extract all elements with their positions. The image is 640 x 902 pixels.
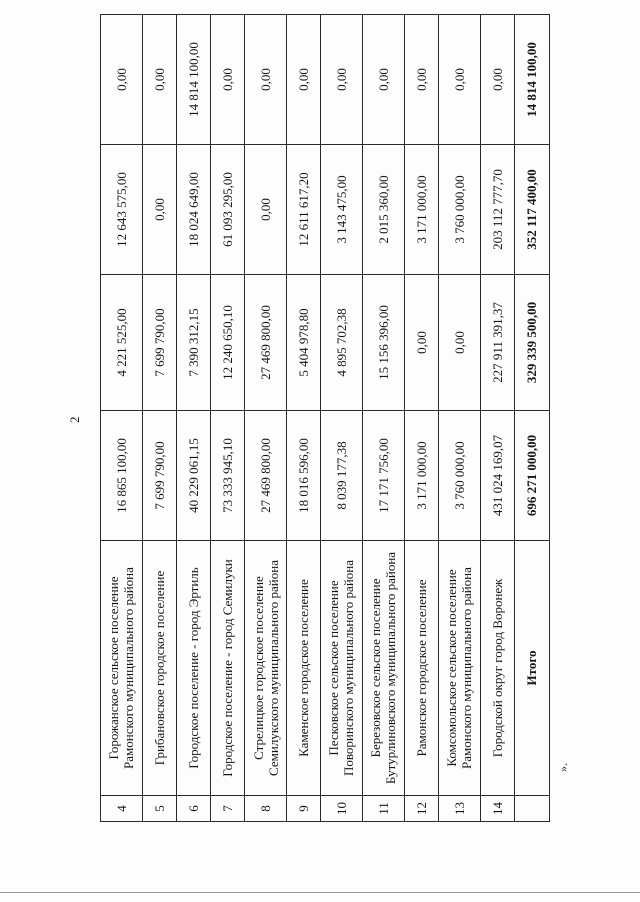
settlement-name: Грибановское городское поселение <box>142 541 176 796</box>
amount-column-2: 0,00 <box>438 275 480 411</box>
amount-column-2: 227 911 391,37 <box>480 275 514 411</box>
funding-table <box>100 14 550 822</box>
amount-total: 17 171 756,00 <box>362 411 404 541</box>
amount-column-2: 27 469 800,00 <box>245 275 287 411</box>
closing-quote-mark: ». <box>556 763 570 772</box>
amount-column-3: 3 171 000,00 <box>404 145 438 275</box>
amount-total: 3 760 000,00 <box>438 411 480 541</box>
table-row <box>142 15 176 822</box>
total-amount-3: 352 117 400,00 <box>514 145 549 275</box>
table-row <box>362 15 404 822</box>
table-row <box>211 15 245 822</box>
amount-column-4: 14 814 100,00 <box>176 15 210 145</box>
amount-total: 7 699 790,00 <box>142 411 176 541</box>
row-number: 11 <box>362 796 404 822</box>
amount-column-2: 12 240 650,10 <box>211 275 245 411</box>
row-number: 14 <box>480 796 514 822</box>
amount-column-3: 2 015 360,00 <box>362 145 404 275</box>
amount-column-4: 0,00 <box>245 15 287 145</box>
amount-column-2: 5 404 978,80 <box>286 275 320 411</box>
total-amount-1: 696 271 000,00 <box>514 411 549 541</box>
amount-column-4: 0,00 <box>286 15 320 145</box>
amount-column-4: 0,00 <box>362 15 404 145</box>
amount-column-2: 7 699 790,00 <box>142 275 176 411</box>
amount-column-3: 0,00 <box>245 145 287 275</box>
row-number: 12 <box>404 796 438 822</box>
amount-total: 73 333 945,10 <box>211 411 245 541</box>
amount-total: 431 024 169,07 <box>480 411 514 541</box>
settlement-name: Городское поселение - город Семилуки <box>211 541 245 796</box>
amount-column-3: 0,00 <box>142 145 176 275</box>
amount-total: 8 039 177,38 <box>321 411 363 541</box>
row-number: 13 <box>438 796 480 822</box>
table-row <box>245 15 287 822</box>
amount-column-4: 0,00 <box>211 15 245 145</box>
amount-column-4: 0,00 <box>321 15 363 145</box>
scan-edge-line <box>0 892 640 893</box>
amount-column-3: 18 024 649,00 <box>176 145 210 275</box>
settlement-name: Рамонское городское поселение <box>404 541 438 796</box>
total-amount-2: 329 339 500,00 <box>514 275 549 411</box>
table-row <box>286 15 320 822</box>
row-number: 6 <box>176 796 210 822</box>
settlement-name: Городское поселение - город Эртиль <box>176 541 210 796</box>
total-label: Итого <box>514 541 549 796</box>
amount-column-4: 0,00 <box>480 15 514 145</box>
settlement-name: Городской округ город Воронеж <box>480 541 514 796</box>
page-number: 2 <box>67 416 82 423</box>
amount-column-2: 7 390 312,15 <box>176 275 210 411</box>
total-number-cell <box>514 796 549 822</box>
row-number: 8 <box>245 796 287 822</box>
amount-column-2: 4 895 702,38 <box>321 275 363 411</box>
amount-column-3: 3 143 475,00 <box>321 145 363 275</box>
amount-column-4: 0,00 <box>438 15 480 145</box>
table-row <box>321 15 363 822</box>
amount-column-3: 3 760 000,00 <box>438 145 480 275</box>
amount-column-4: 0,00 <box>101 15 143 145</box>
settlement-name: Комсомольское сельское поселение Рамонского муниципального района <box>438 541 480 796</box>
table-row <box>480 15 514 822</box>
amount-column-3: 203 112 777,70 <box>480 145 514 275</box>
settlement-name: Березовское сельское поселение Бутурлиновского муниципального района <box>362 541 404 796</box>
amount-total: 18 016 596,00 <box>286 411 320 541</box>
amount-column-3: 61 093 295,00 <box>211 145 245 275</box>
row-number: 5 <box>142 796 176 822</box>
amount-column-4: 0,00 <box>142 15 176 145</box>
amount-total: 3 171 000,00 <box>404 411 438 541</box>
table-row <box>438 15 480 822</box>
amount-column-3: 12 611 617,20 <box>286 145 320 275</box>
total-amount-4: 14 814 100,00 <box>514 15 549 145</box>
amount-column-2: 0,00 <box>404 275 438 411</box>
settlement-name: Стрелицкое городское поселение Семилукского муниципального района <box>245 541 287 796</box>
amount-total: 40 229 061,15 <box>176 411 210 541</box>
table-row <box>176 15 210 822</box>
total-row <box>514 15 549 822</box>
amount-total: 27 469 800,00 <box>245 411 287 541</box>
amount-column-4: 0,00 <box>404 15 438 145</box>
row-number: 10 <box>321 796 363 822</box>
table-row <box>404 15 438 822</box>
table-row <box>101 15 143 822</box>
row-number: 7 <box>211 796 245 822</box>
amount-column-2: 4 221 525,00 <box>101 275 143 411</box>
settlement-name: Каменское городское поселение <box>286 541 320 796</box>
amount-column-3: 12 643 575,00 <box>101 145 143 275</box>
settlement-name: Горожанское сельское поселение Рамонского муниципального района <box>101 541 143 796</box>
amount-total: 16 865 100,00 <box>101 411 143 541</box>
row-number: 9 <box>286 796 320 822</box>
settlement-name: Песковское сельское поселение Поворинского муниципального района <box>321 541 363 796</box>
row-number: 4 <box>101 796 143 822</box>
amount-column-2: 15 156 396,00 <box>362 275 404 411</box>
table-body <box>101 15 550 822</box>
